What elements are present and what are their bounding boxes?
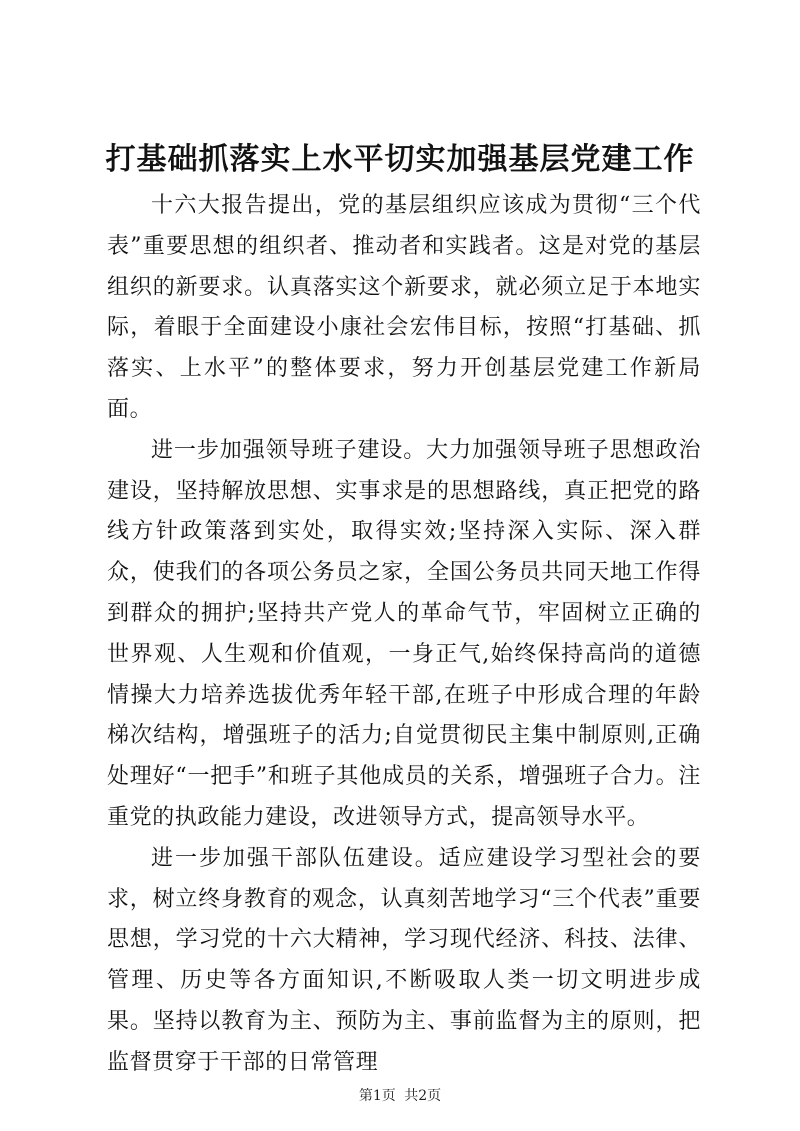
document-body <box>107 186 701 1084</box>
page-footer <box>0 1087 800 1105</box>
paragraph-intro: 十六大报告提出，党的基层组织应该成为贯彻“三个代表”重要思想的组织者、推动者和实践者。这是对党的基层组织的新要求。认真落实这个新要求，就必须立足于本地实际，着眼于全面建设小康社会宏伟目标，按照“打基础、抓落实、上水平”的整体要求，努力开创基层党建工作新局面。 <box>107 193 701 422</box>
paragraph-leadership: 进一步加强领导班子建设。大力加强领导班子思想政治建设，坚持解放思想、实事求是的思想路线，真正把党的路线方针政策落到实处，取得实效;坚持深入实际、深入群众，使我们的各项公务员之家，全国公务员共同天地工作得到群众的拥护;坚持共产党人的革命气节，牢固树立正确的世界观、人生观和价值观，一身正气,始终保持高尚的道德情操大力培养选拔优秀年轻干部,在班子中形成合理的年龄梯次结构，增强班子的活力;自觉贯彻民主集中制原则,正确处理好“一把手”和班子其他成员的关系，增强班子合力。注重党的执政能力建设，改进领导方式，提高领导水平。 <box>107 437 701 830</box>
paragraph-cadre: 进一步加强干部队伍建设。适应建设学习型社会的要求，树立终身教育的观念，认真刻苦地学习“三个代表”重要思想，学习党的十六大精神，学习现代经济、科技、法律、管理、历史等各方面知识,不断吸取人类一切文明进步成果。坚持以教育为主、预防为主、事前监督为主的原则，把监督贯穿于干部的日常管理 <box>107 845 701 1075</box>
page-total: 共2页 <box>404 1088 442 1104</box>
document-title: 打基础抓落实上水平切实加强基层党建工作 <box>105 142 695 177</box>
page-number: 第1页 <box>358 1088 396 1104</box>
